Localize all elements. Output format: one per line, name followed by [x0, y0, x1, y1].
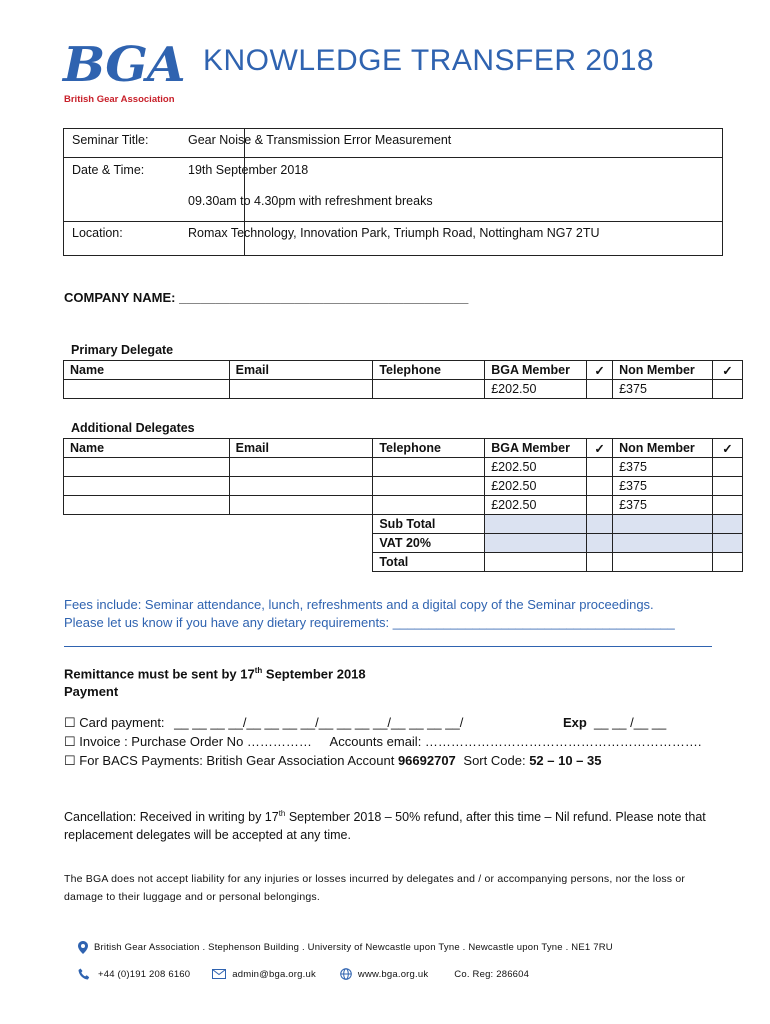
name-cell[interactable]: [64, 458, 230, 477]
exp-label: Exp: [563, 715, 587, 730]
logo-subtitle: British Gear Association: [64, 94, 175, 105]
non-member-price: £375: [613, 380, 713, 399]
telephone-cell[interactable]: [373, 496, 485, 515]
non-member-checkbox[interactable]: [712, 496, 742, 515]
card-payment-row: [64, 714, 744, 732]
footer-address: British Gear Association . Stephenson Building . University of Newcastle upon Tyne . Newcastle upon Tyne . NE1 7RU: [94, 942, 613, 953]
name-cell[interactable]: [64, 380, 230, 399]
footer-email[interactable]: admin@bga.org.uk: [232, 968, 316, 980]
primary-delegate-title: Primary Delegate: [71, 343, 174, 357]
remittance-prefix: Remittance must be sent by 17: [64, 666, 255, 682]
col-telephone: Telephone: [373, 361, 485, 380]
table-row: [64, 458, 743, 477]
cancellation-suffix: September 2018 – 50% refund, after this time – Nil refund. Please note that replacement delegates will be accepted at any time.: [64, 810, 706, 843]
non-member-checkbox[interactable]: [712, 380, 742, 399]
col-name: Name: [64, 439, 230, 458]
fees-include-text: Fees include: Seminar attendance, lunch, refreshments and a digital copy of the Seminar proceedings.: [64, 597, 654, 612]
card-number-field[interactable]: __ __ __ __/__ __ __ __/__ __ __ __/__ __ __ __/: [174, 715, 464, 730]
location-pin-icon: [78, 941, 88, 954]
card-payment-label: Card payment:: [79, 715, 165, 730]
date-label: Date & Time:: [72, 163, 145, 177]
page-title: KNOWLEDGE TRANSFER 2018: [203, 44, 655, 77]
divider: [64, 646, 712, 647]
non-member-checkbox[interactable]: [712, 458, 742, 477]
non-member-price: £375: [613, 458, 713, 477]
seminar-title-label: Seminar Title:: [72, 133, 149, 147]
col-name: Name: [64, 361, 230, 380]
col-telephone: Telephone: [373, 439, 485, 458]
table-header-row: [64, 439, 743, 458]
fees-info: [64, 596, 675, 632]
bacs-row: [64, 752, 601, 770]
remittance-block: [64, 662, 366, 701]
check-icon: ✓: [587, 439, 613, 458]
cancellation-policy: [64, 805, 734, 844]
total-member[interactable]: [485, 553, 587, 572]
divider: [64, 157, 722, 158]
member-checkbox[interactable]: [587, 477, 613, 496]
bacs-checkbox[interactable]: ☐: [64, 753, 76, 768]
company-name-field[interactable]: [64, 290, 468, 305]
bacs-label: For BACS Payments: British Gear Association Account: [79, 753, 395, 768]
time-value: 09.30am to 4.30pm with refreshment breaks: [188, 194, 433, 208]
table-row: [64, 380, 743, 399]
additional-delegates-table: [63, 438, 743, 572]
subtotal-non-member[interactable]: [613, 515, 713, 534]
footer-address-row: [78, 941, 613, 954]
additional-delegates-title: Additional Delegates: [71, 421, 195, 435]
total-label: Total: [373, 553, 485, 572]
subtotal-row: [64, 515, 743, 534]
member-checkbox[interactable]: [587, 458, 613, 477]
total-row: [64, 553, 743, 572]
globe-icon: [340, 968, 352, 980]
sort-code: 52 – 10 – 35: [529, 753, 602, 768]
member-price: £202.50: [485, 496, 587, 515]
member-checkbox[interactable]: [587, 380, 613, 399]
telephone-cell[interactable]: [373, 458, 485, 477]
location-label: Location:: [72, 226, 123, 240]
primary-delegate-table: [63, 360, 743, 399]
member-price: £202.50: [485, 477, 587, 496]
liability-notice: The BGA does not accept liability for any injuries or losses incurred by delegates and / or accompanying persons, nor the loss or damage to their luggage and or personal belongings.: [64, 873, 686, 903]
seminar-info-box: [63, 128, 723, 256]
col-bga-member: BGA Member: [485, 361, 587, 380]
name-cell[interactable]: [64, 496, 230, 515]
vat-member[interactable]: [485, 534, 587, 553]
accounts-email-field[interactable]: Accounts email: ……………………………………………………….: [329, 734, 702, 749]
invoice-label[interactable]: Invoice : Purchase Order No ……………: [79, 734, 312, 749]
location-value: Romax Technology, Innovation Park, Triumph Road, Nottingham NG7 2TU: [188, 226, 600, 240]
email-cell[interactable]: [229, 477, 373, 496]
account-number: 96692707: [397, 753, 456, 768]
non-member-checkbox[interactable]: [712, 477, 742, 496]
table-row: [64, 477, 743, 496]
dietary-requirements-field[interactable]: Please let us know if you have any dietary requirements: _______________________________________: [64, 615, 675, 630]
email-cell[interactable]: [229, 380, 373, 399]
check-icon: ✓: [712, 361, 742, 380]
footer-company-reg: Co. Reg: 286604: [454, 968, 530, 980]
non-member-price: £375: [613, 477, 713, 496]
telephone-cell[interactable]: [373, 380, 485, 399]
email-cell[interactable]: [229, 496, 373, 515]
footer-phone[interactable]: +44 (0)191 208 6160: [98, 968, 191, 980]
card-checkbox[interactable]: ☐: [64, 715, 76, 730]
invoice-checkbox[interactable]: ☐: [64, 734, 76, 749]
check-icon: ✓: [587, 361, 613, 380]
sort-code-label: Sort Code:: [463, 753, 526, 768]
col-email: Email: [229, 439, 373, 458]
footer-website[interactable]: www.bga.org.uk: [357, 968, 429, 980]
vat-row: [64, 534, 743, 553]
company-name-line[interactable]: ________________________________________: [179, 290, 469, 305]
exp-field[interactable]: __ __ /__ __: [594, 715, 667, 730]
invoice-row: [64, 733, 702, 751]
col-email: Email: [229, 361, 373, 380]
table-row: [64, 496, 743, 515]
vat-non-member[interactable]: [613, 534, 713, 553]
telephone-cell[interactable]: [373, 477, 485, 496]
member-price: £202.50: [485, 458, 587, 477]
email-cell[interactable]: [229, 458, 373, 477]
cancellation-sup: th: [278, 809, 286, 818]
col-non-member: Non Member: [613, 439, 713, 458]
non-member-price: £375: [613, 496, 713, 515]
cancellation-prefix: Cancellation: Received in writing by 17: [64, 810, 279, 825]
table-header-row: [64, 361, 743, 380]
member-price: £202.50: [485, 380, 587, 399]
col-bga-member: BGA Member: [485, 439, 587, 458]
vat-label: VAT 20%: [373, 534, 485, 553]
subtotal-member[interactable]: [485, 515, 587, 534]
remittance-sup: th: [254, 666, 263, 675]
member-checkbox[interactable]: [587, 496, 613, 515]
col-non-member: Non Member: [613, 361, 713, 380]
bga-logo: BGA: [63, 36, 185, 93]
email-icon: [212, 969, 226, 979]
check-icon: ✓: [712, 439, 742, 458]
footer-contact-row: [78, 968, 738, 980]
remittance-suffix: September 2018: [262, 666, 366, 682]
divider: [64, 221, 722, 222]
name-cell[interactable]: [64, 477, 230, 496]
subtotal-label: Sub Total: [373, 515, 485, 534]
payment-label: Payment: [64, 684, 119, 700]
phone-icon: [78, 968, 90, 980]
date-value: 19th September 2018: [188, 163, 309, 177]
company-name-label: COMPANY NAME:: [64, 290, 176, 305]
total-non-member[interactable]: [613, 553, 713, 572]
seminar-title-value: Gear Noise & Transmission Error Measurement: [188, 133, 452, 147]
